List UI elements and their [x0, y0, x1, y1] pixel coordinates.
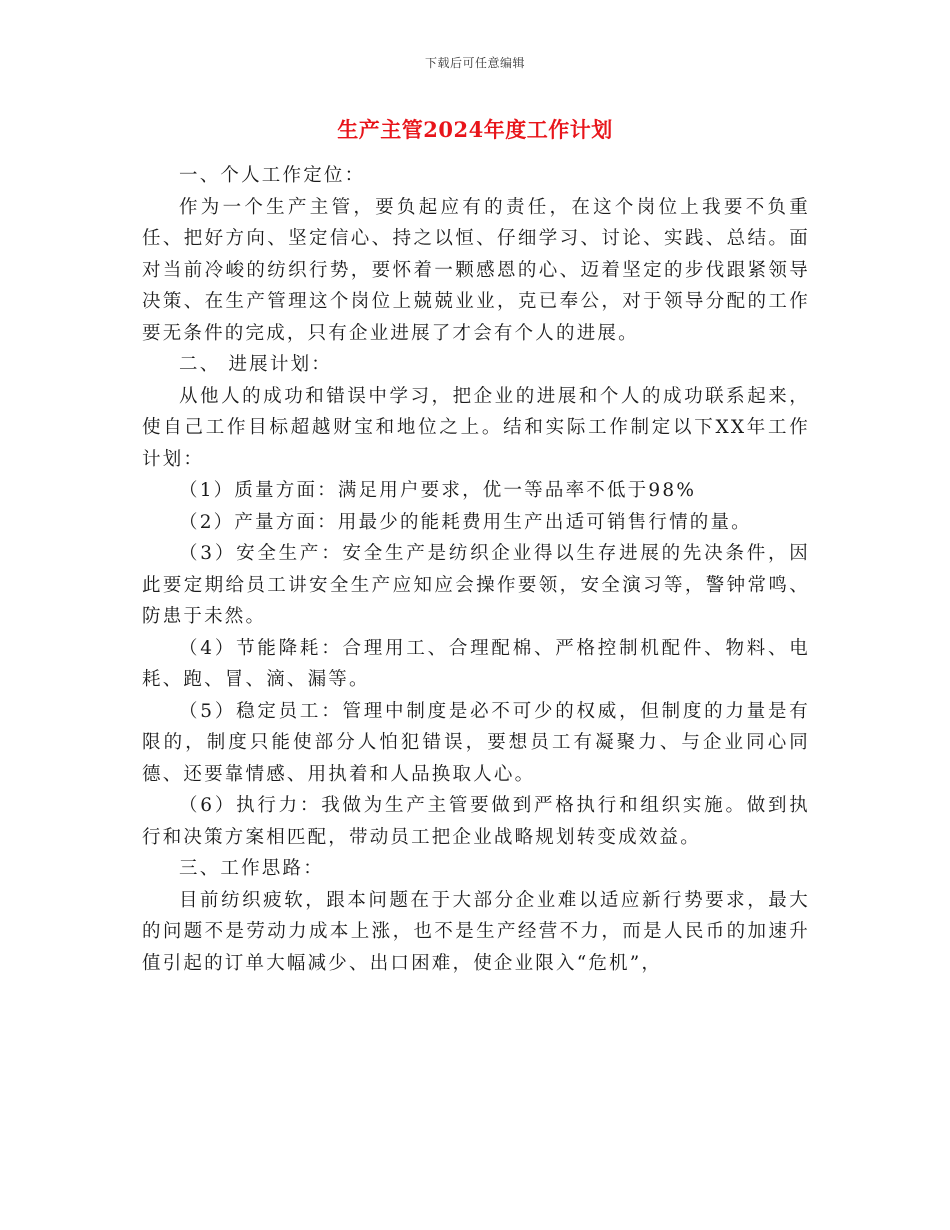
section-heading-1: 一、个人工作定位：: [179, 165, 366, 186]
plan-item-quality: （1）质量方面：满足用户要求，优一等品率不低于98%: [179, 480, 697, 501]
plan-item-energy: （4）节能降耗：合理用工、合理配棉、严格控制机配件、物料、电耗、跑、冒、滴、漏等。: [142, 637, 810, 690]
section-heading-2: 二、 进展计划：: [179, 354, 332, 375]
plan-item-execution: （6）执行力：我做为生产主管要做到严格执行和组织实施。做到执行和决策方案相匹配，带动员工把企业战略规划转变成效益。: [142, 795, 810, 848]
section-heading-3: 三、工作思路：: [179, 858, 324, 879]
document-body: [142, 160, 810, 979]
paragraph-plan-intro: 从他人的成功和错误中学习，把企业的进展和个人的成功联系起来，使自己工作目标超越财宝和地位之上。结和实际工作制定以下XX年工作计划：: [142, 385, 810, 470]
plan-item-safety: （3）安全生产：安全生产是纺织企业得以生存进展的先决条件，因此要定期给员工讲安全生产应知应会操作要领，安全演习等，警钟常鸣、防患于未然。: [142, 543, 810, 627]
header-note: 下载后可任意编辑: [424, 56, 525, 70]
paragraph-positioning: 作为一个生产主管，要负起应有的责任，在这个岗位上我要不负重任、把好方向、坚定信心、持之以恒、仔细学习、讨论、实践、总结。面对当前冷峻的纺织行势，要怀着一颗感恩的心、迈着坚定的步伐跟紧领导决策、在生产管理这个岗位上兢兢业业，克已奉公，对于领导分配的工作要无条件的完成，只有企业进展了才会有个人的进展。: [142, 196, 810, 344]
plan-item-staff: （5）稳定员工：管理中制度是必不可少的权威，但制度的力量是有限的，制度只能使部分人怕犯错误，要想员工有凝聚力、与企业同心同德、还要靠情感、用执着和人品换取人心。: [142, 700, 810, 785]
document-title: 生产主管2024年度工作计划: [337, 117, 613, 142]
plan-item-output: （2）产量方面：用最少的能耗费用生产出适可销售行情的量。: [179, 511, 752, 533]
paragraph-work-ideas: 目前纺织疲软，跟本问题在于大部分企业难以适应新行势要求，最大的问题不是劳动力成本上涨，也不是生产经营不力，而是人民币的加速升值引起的订单大幅减少、出口困难，使企业限入“危机”，: [142, 889, 810, 974]
